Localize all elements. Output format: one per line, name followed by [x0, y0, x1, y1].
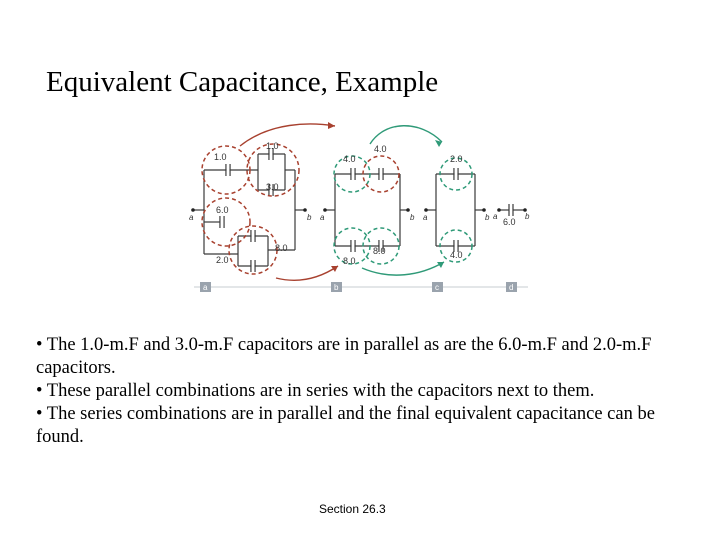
panel-b-terminal-a — [323, 208, 327, 212]
panel-tag-c-label: c — [435, 283, 439, 292]
panel-b-label-top-right: 4.0 — [374, 144, 387, 154]
panel-a-label-c1: 1.0 — [214, 152, 227, 162]
panel-a-label-c2: 1.0 — [266, 141, 279, 151]
panel-a-terminal-b — [303, 208, 307, 212]
panel-d-label-c: 6.0 — [503, 217, 516, 227]
panel-c-terminal-a — [424, 208, 428, 212]
panel-b-label-bot-left: 8.0 — [343, 256, 356, 266]
panel-c-label-bot: 4.0 — [450, 250, 463, 260]
bullet-item: • The series combinations are in parallel and the final equivalent capacitance can be found. — [36, 404, 655, 447]
panel-a-terminal-a — [191, 208, 195, 212]
panel-a-wiring — [193, 154, 305, 266]
panel-d-wiring — [499, 204, 525, 216]
panel-tag-a-label: a — [203, 283, 208, 292]
panel-b-terminal-b — [406, 208, 410, 212]
panel-d-terminal-label-b: b — [525, 212, 530, 221]
slide-title: Equivalent Capacitance, Example — [46, 66, 439, 98]
panel-b-capacitors — [351, 168, 383, 252]
panel-a-terminal-label-a: a — [189, 213, 194, 222]
panel-a-label-c6: 8.0 — [275, 243, 288, 253]
panel-c-label-top: 2.0 — [450, 154, 463, 164]
panel-c-terminal-b — [482, 208, 486, 212]
panel-b-grouping-circles — [334, 156, 399, 264]
panel-a-label-c5: 2.0 — [216, 255, 229, 265]
bullet-item: • These parallel combinations are in series with the capacitors next to them. — [36, 381, 595, 401]
panel-tag-d-label: d — [509, 283, 514, 292]
panel-c-wiring — [426, 174, 484, 246]
panel-tag-b-label: b — [334, 283, 339, 292]
panel-c-terminal-label-a: a — [423, 213, 428, 222]
bullet-list — [36, 334, 686, 449]
panel-d-terminal-a — [497, 208, 501, 212]
capacitor-network-diagram — [180, 118, 530, 298]
panel-a-label-c4: 6.0 — [216, 205, 229, 215]
panel-b-terminal-label-b: b — [410, 213, 415, 222]
section-footer: Section 26.3 — [319, 502, 386, 516]
bullet-item: • The 1.0-m.F and 3.0-m.F capacitors are in parallel as are the 6.0-m.F and 2.0-m.F capacitors. — [36, 335, 652, 378]
panel-c-terminal-label-b: b — [485, 213, 490, 222]
panel-a-terminal-label-b: b — [307, 213, 312, 222]
panel-b-label-top-left: 4.0 — [343, 154, 356, 164]
panel-d-terminal-label-a: a — [493, 212, 498, 221]
panel-b-label-bot-right: 8.0 — [373, 246, 386, 256]
panel-a-label-c3: 3.0 — [266, 182, 279, 192]
panel-b-terminal-label-a: a — [320, 213, 325, 222]
